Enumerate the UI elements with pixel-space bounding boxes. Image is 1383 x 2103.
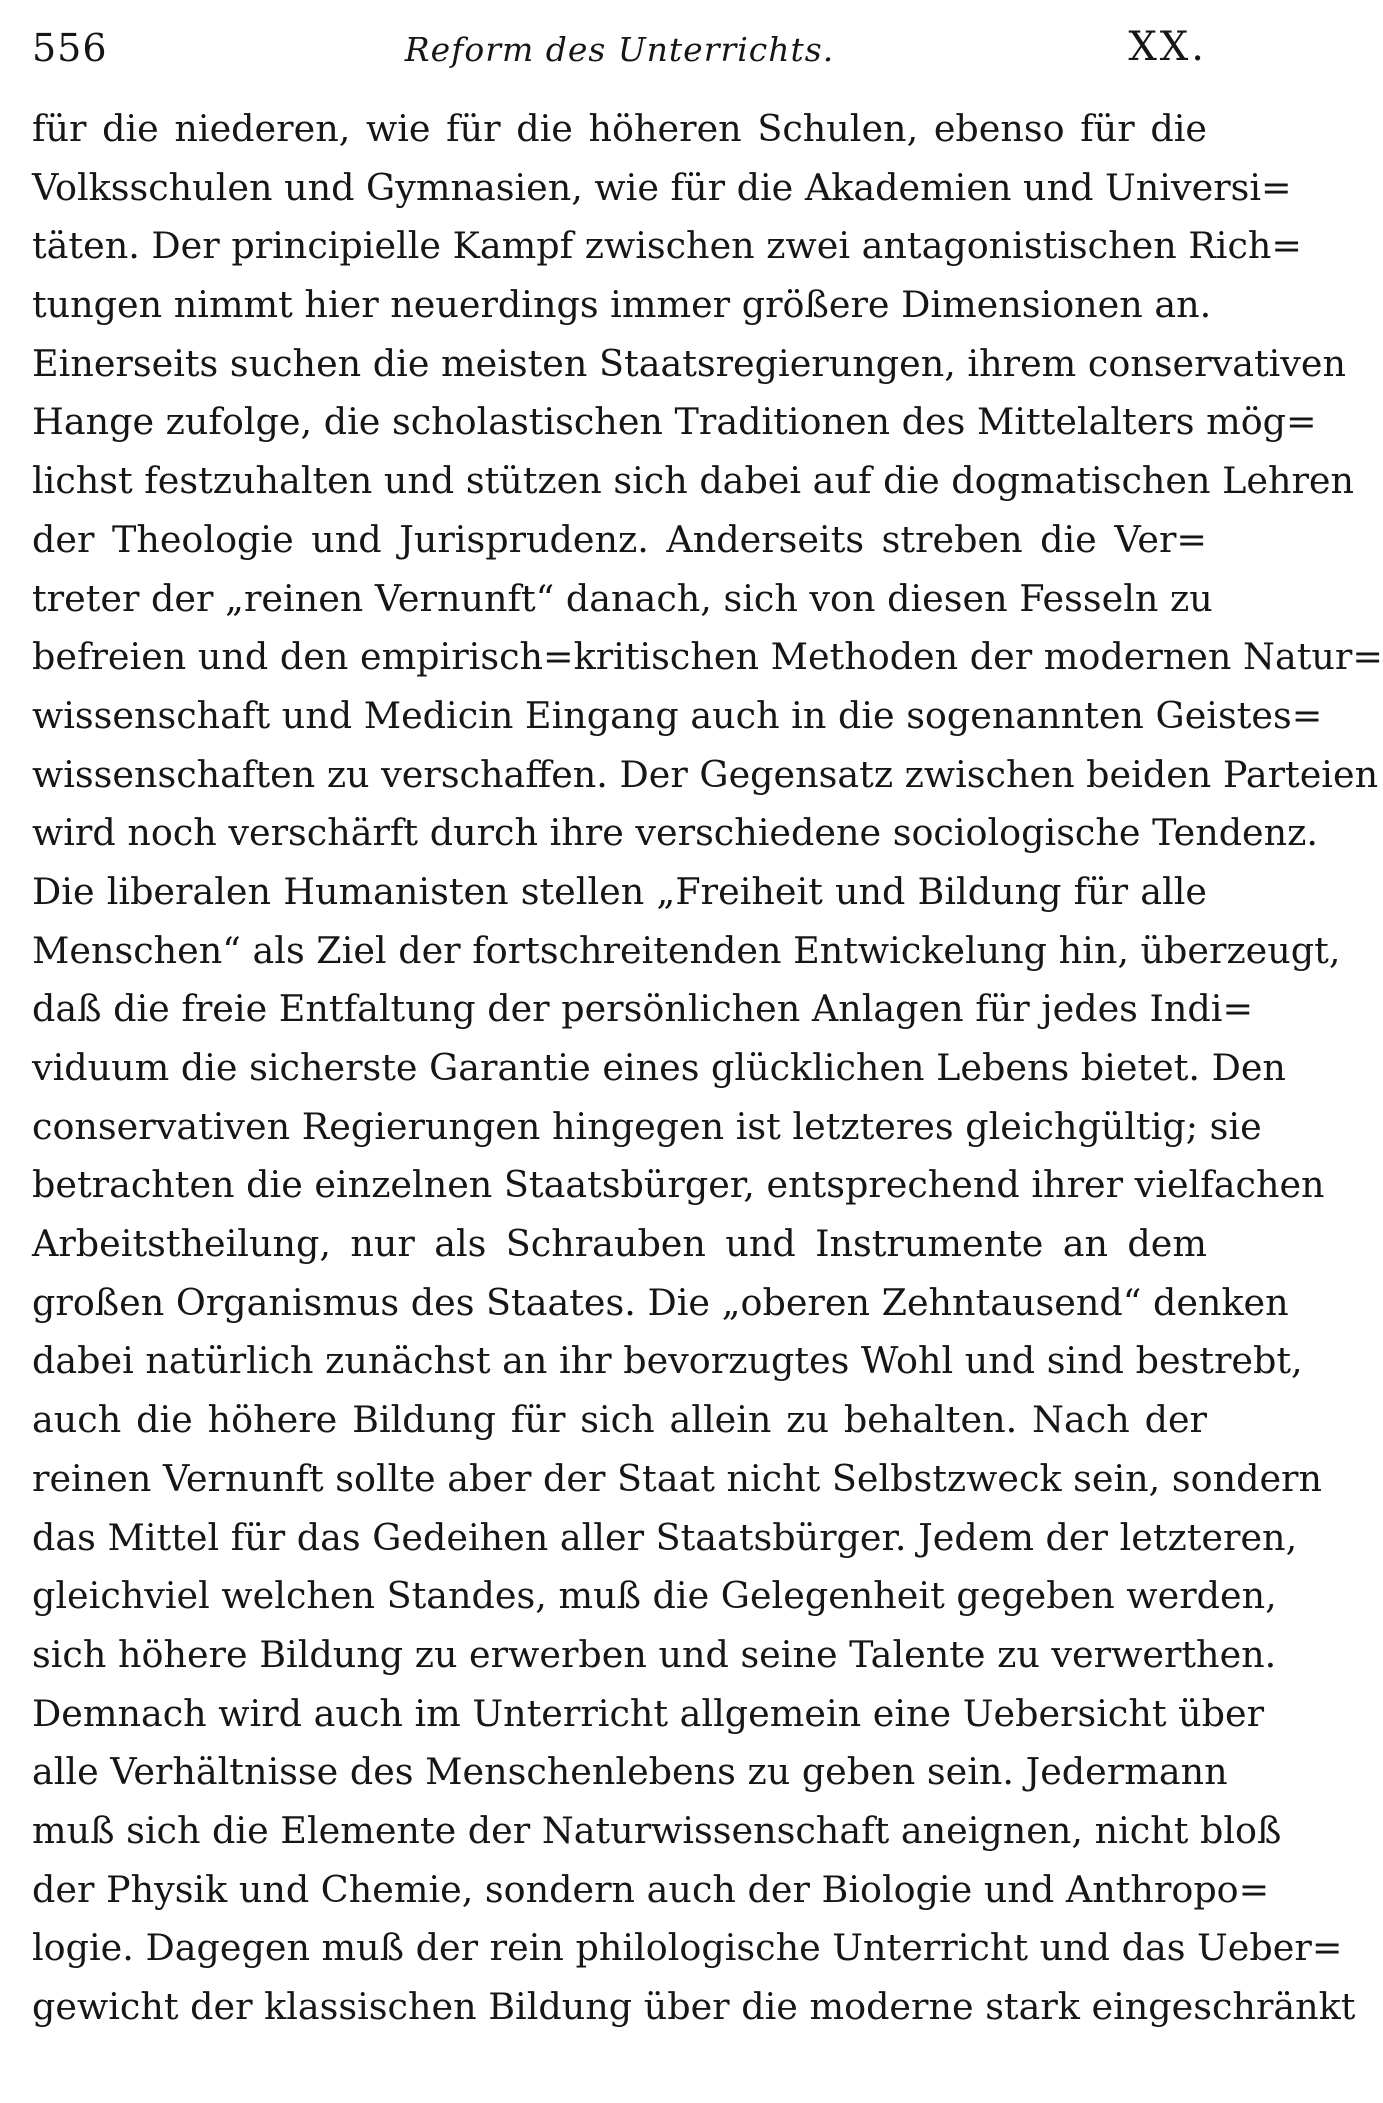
- text-line: der Theologie und Jurisprudenz. Anderseits streben die Ver=: [32, 517, 1207, 561]
- text-line: gewicht der klassischen Bildung über die moderne stark eingeschränkt: [32, 1985, 1356, 2028]
- page-number: 556: [32, 26, 108, 70]
- text-line: betrachten die einzelnen Staatsbürger, entsprechend ihrer vielfachen: [32, 1163, 1325, 1207]
- text-line: lichst festzuhalten und stützen sich dabei auf die dogmatischen Lehren: [32, 459, 1355, 503]
- chapter-number: XX.: [1128, 24, 1207, 70]
- text-line: täten. Der principielle Kampf zwischen zwei antagonistischen Rich=: [32, 224, 1302, 268]
- text-line: das Mittel für das Gedeihen aller Staatsbürger. Jedem der letzteren,: [32, 1515, 1298, 1559]
- text-line: treter der „reinen Vernunft“ danach, sich von diesen Fesseln zu: [32, 576, 1213, 620]
- text-line: auch die höhere Bildung für sich allein zu behalten. Nach der: [32, 1398, 1207, 1442]
- text-line: gleichviel welchen Standes, muß die Gelegenheit gegeben werden,: [32, 1574, 1277, 1618]
- text-line: conservativen Regierungen hingegen ist letzteres gleichgültig; sie: [32, 1104, 1262, 1148]
- text-line: Die liberalen Humanisten stellen „Freiheit und Bildung für alle: [32, 869, 1207, 913]
- text-line: Hange zufolge, die scholastischen Traditionen des Mittelalters mög=: [32, 400, 1317, 444]
- running-head: [32, 18, 1207, 78]
- text-line: logie. Dagegen muß der rein philologische Unterricht und das Ueber=: [32, 1926, 1343, 1970]
- text-line: wird noch verschärft durch ihre verschiedene sociologische Tendenz.: [32, 811, 1319, 855]
- text-line: alle Verhältnisse des Menschenlebens zu geben sein. Jedermann: [32, 1750, 1228, 1794]
- text-line: daß die freie Entfaltung der persönlichen Anlagen für jedes Indi=: [32, 987, 1254, 1031]
- text-line: Einerseits suchen die meisten Staatsregierungen, ihrem conservativen: [32, 341, 1347, 385]
- text-line: für die niederen, wie für die höheren Schulen, ebenso für die: [32, 107, 1207, 150]
- text-line: wissenschaft und Medicin Eingang auch in die sogenannten Geistes=: [32, 693, 1323, 737]
- text-line: Arbeitstheilung, nur als Schrauben und Instrumente an dem: [32, 1222, 1207, 1266]
- text-line: viduum die sicherste Garantie eines glücklichen Lebens bietet. Den: [32, 1046, 1286, 1089]
- text-line: reinen Vernunft sollte aber der Staat nicht Selbstzweck sein, sondern: [32, 1456, 1323, 1500]
- text-line: tungen nimmt hier neuerdings immer größere Dimensionen an.: [32, 283, 1212, 327]
- running-title: Reform des Unterrichts.: [404, 30, 835, 69]
- text-line: Menschen“ als Ziel der fortschreitenden Entwickelung hin, überzeugt,: [32, 928, 1341, 972]
- text-line: Volksschulen und Gymnasien, wie für die Akademien und Universi=: [32, 165, 1292, 209]
- text-line: der Physik und Chemie, sondern auch der Biologie und Anthropo=: [32, 1867, 1270, 1911]
- text-line: sich höhere Bildung zu erwerben und seine Talente zu verwerthen.: [32, 1632, 1277, 1676]
- text-line: großen Organismus des Staates. Die „oberen Zehntausend“ denken: [32, 1280, 1289, 1324]
- text-line: muß sich die Elemente der Naturwissenschaft aneignen, nicht bloß: [32, 1808, 1282, 1852]
- text-line: dabei natürlich zunächst an ihr bevorzugtes Wohl und sind bestrebt,: [32, 1339, 1303, 1383]
- body-text: [32, 100, 1383, 2090]
- text-line: befreien und den empirisch=kritischen Methoden der modernen Natur=: [32, 635, 1383, 679]
- text-line: wissenschaften zu verschaffen. Der Gegensatz zwischen beiden Parteien: [32, 752, 1379, 796]
- text-line: Demnach wird auch im Unterricht allgemein eine Uebersicht über: [32, 1691, 1265, 1735]
